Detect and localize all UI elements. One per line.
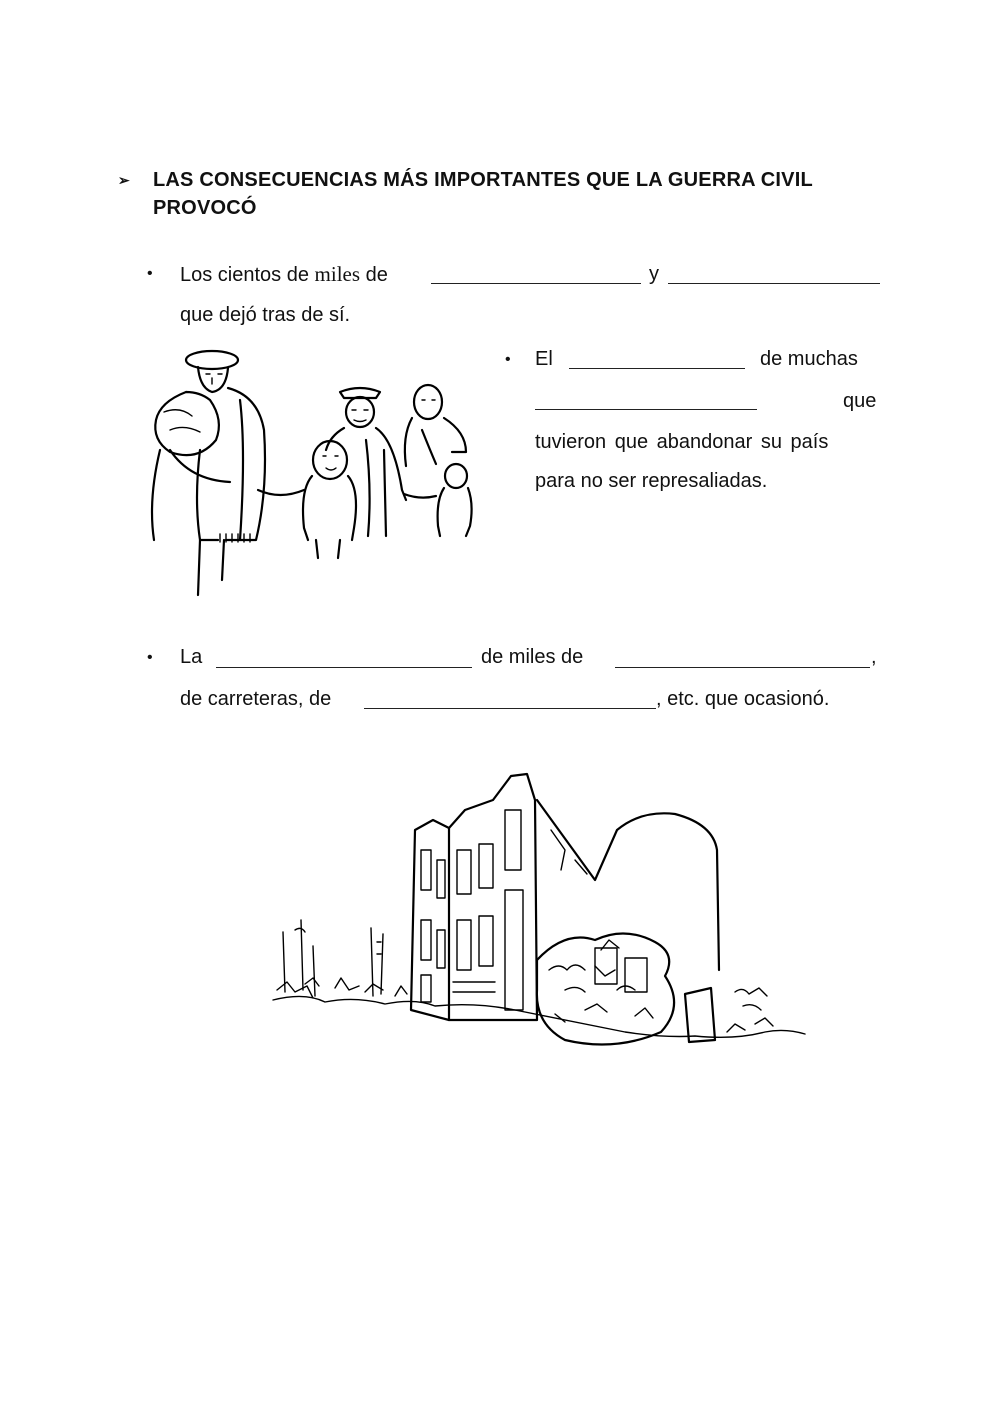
- item2-line3: tuvieron que abandonar su país: [535, 431, 829, 453]
- item1-text-a: Los cientos de: [180, 264, 309, 286]
- item3-text-a: La: [180, 646, 203, 668]
- item1-line2: que dejó tras de sí.: [180, 304, 351, 326]
- item2-line4: para no ser represaliadas.: [535, 470, 768, 492]
- item2-text-c: que: [843, 390, 877, 412]
- item2-text-a: El: [535, 348, 553, 370]
- item1-text-b: de: [365, 264, 388, 286]
- item3-text-b: de miles de: [481, 646, 584, 668]
- item1-line1: [180, 262, 388, 287]
- section-heading: [118, 166, 888, 222]
- blank-field[interactable]: [668, 265, 880, 284]
- arrow-bullet-icon: ➢: [118, 172, 130, 188]
- blank-field[interactable]: [569, 350, 745, 369]
- bullet-icon: •: [505, 351, 511, 368]
- blank-field[interactable]: [535, 391, 757, 410]
- item1-text-miles: miles: [314, 262, 361, 286]
- item3-text-e: , etc. que ocasionó.: [656, 688, 830, 710]
- item3-text-c: ,: [871, 646, 877, 668]
- item2-text-b: de muchas: [760, 348, 858, 370]
- blank-field[interactable]: [364, 690, 656, 709]
- heading-text: LAS CONSECUENCIAS MÁS IMPORTANTES QUE LA GUERRA CIVIL PROVOCÓ: [153, 169, 813, 219]
- blank-field[interactable]: [615, 649, 870, 668]
- blank-field[interactable]: [216, 649, 472, 668]
- blank-field[interactable]: [431, 265, 641, 284]
- item1-text-c: y: [649, 263, 659, 285]
- item3-text-d: de carreteras, de: [180, 688, 332, 710]
- bullet-icon: •: [147, 649, 153, 666]
- ruins-illustration: [265, 770, 810, 1070]
- refugees-illustration: [140, 340, 480, 600]
- bullet-icon: •: [147, 265, 153, 282]
